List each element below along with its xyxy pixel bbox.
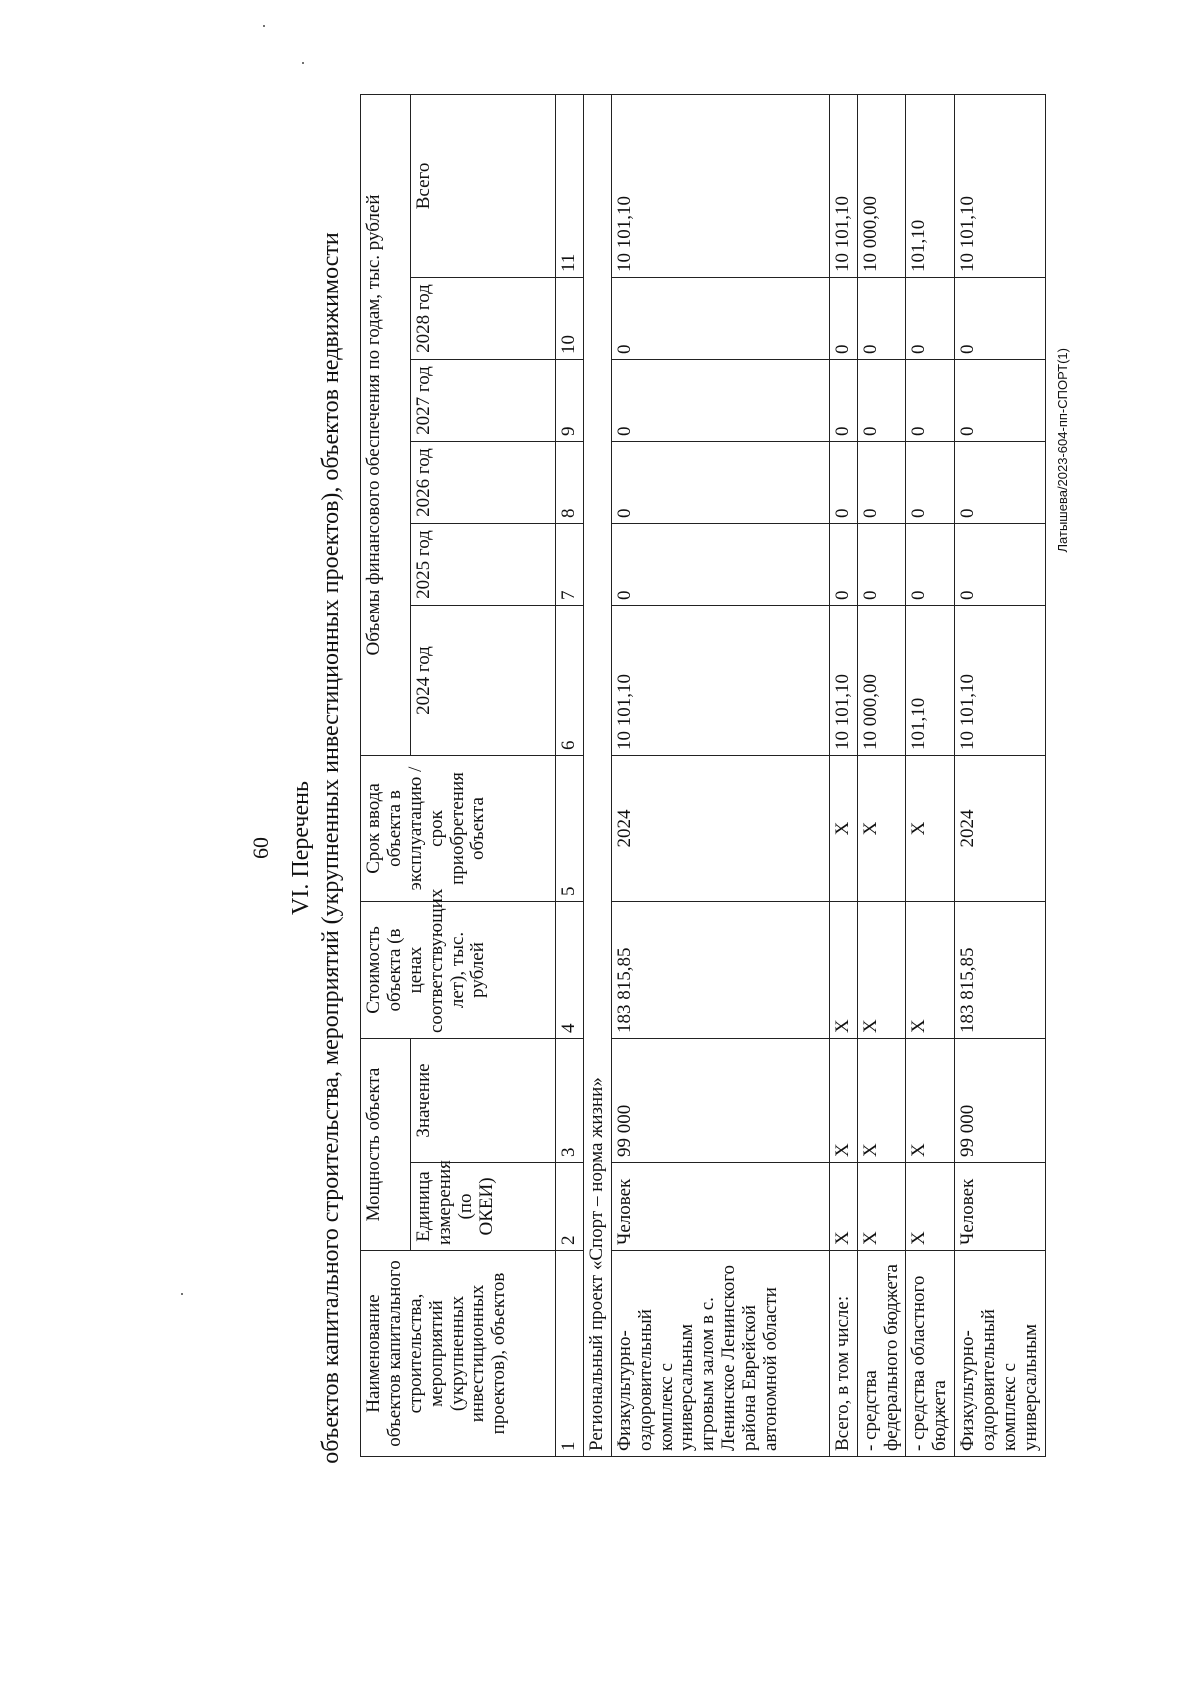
cell-total: 101,10 [906, 94, 955, 277]
cell-2026: 0 [906, 442, 955, 524]
column-number: 7 [556, 524, 584, 606]
table-row [829, 94, 857, 1456]
cell-cost: Х [829, 902, 857, 1039]
header-capacity: Мощность объекта [361, 1039, 411, 1251]
cell-2024: 101,10 [906, 606, 955, 756]
cell-2025: 0 [906, 524, 955, 606]
column-number: 6 [556, 606, 584, 756]
header-total: Всего [411, 94, 556, 277]
column-number: 9 [556, 360, 584, 442]
cell-cost: Х [857, 902, 906, 1039]
cell-total: 10 000,00 [857, 94, 906, 277]
cell-value: Х [906, 1039, 955, 1163]
cell-2028: 0 [611, 278, 829, 360]
cell-unit: Х [857, 1163, 906, 1251]
cell-2026: 0 [829, 442, 857, 524]
document-title: VI. Перечень [288, 781, 314, 915]
header-unit: Единица измерения (по ОКЕИ) [411, 1163, 556, 1251]
table-row [955, 94, 1046, 1456]
cell-cost: 183 815,85 [955, 902, 1046, 1039]
cell-2025: 0 [857, 524, 906, 606]
cell-2024: 10 101,10 [829, 606, 857, 756]
cell-2028: 0 [857, 278, 906, 360]
cell-term: Х [829, 756, 857, 902]
cell-2026: 0 [955, 442, 1046, 524]
column-number-row [556, 94, 584, 1456]
cell-name: Физкультурно-оздоровительный комплекс с универсальным игровым залом в с. Ленинское Ленинского района Еврейской автономной области [611, 1251, 829, 1457]
cell-2025: 0 [611, 524, 829, 606]
scan-speck [302, 62, 304, 64]
table-row [857, 94, 906, 1456]
cell-2028: 0 [955, 278, 1046, 360]
section-row [583, 94, 611, 1456]
cell-name: Физкультурно-оздоровительный комплекс с универсальным [955, 1251, 1046, 1457]
cell-term: Х [857, 756, 906, 902]
header-term: Срок ввода объекта в эксплуатацию / срок приобретения объекта [361, 756, 556, 902]
cell-2024: 10 101,10 [955, 606, 1046, 756]
column-number: 10 [556, 278, 584, 360]
cell-2028: 0 [906, 278, 955, 360]
column-number: 8 [556, 442, 584, 524]
document-subtitle: объектов капитального строительства, мероприятий (укрупненных инвестиционных проектов), объектов недвижимости [318, 232, 344, 1464]
cell-name: - средства федерального бюджета [857, 1251, 906, 1457]
section-title: Региональный проект «Спорт – норма жизни» [583, 94, 611, 1456]
header-year-2028: 2028 год [411, 278, 556, 360]
column-number: 5 [556, 756, 584, 902]
table-row [906, 94, 955, 1456]
header-year-2027: 2027 год [411, 360, 556, 442]
page-number: 60 [248, 837, 273, 859]
cell-2024: 10 000,00 [857, 606, 906, 756]
column-number: 3 [556, 1039, 584, 1163]
objects-table [360, 94, 1046, 1457]
scan-speck [263, 25, 265, 27]
column-number: 11 [556, 94, 584, 277]
header-year-2026: 2026 год [411, 442, 556, 524]
cell-name: - средства областного бюджета [906, 1251, 955, 1457]
cell-2025: 0 [829, 524, 857, 606]
header-year-2024: 2024 год [411, 606, 556, 756]
header-name: Наименование объектов капитального строительства, мероприятий (укрупненных инвестиционных проектов), объектов [361, 1251, 556, 1457]
cell-value: Х [829, 1039, 857, 1163]
cell-total: 10 101,10 [611, 94, 829, 277]
cell-unit: Х [829, 1163, 857, 1251]
column-number: 4 [556, 902, 584, 1039]
column-number: 2 [556, 1163, 584, 1251]
cell-value: 99 000 [955, 1039, 1046, 1163]
cell-cost: Х [906, 902, 955, 1039]
header-cost: Стоимость объекта (в ценах соответствующих лет), тыс. рублей [361, 902, 556, 1039]
cell-2027: 0 [955, 360, 1046, 442]
cell-2027: 0 [829, 360, 857, 442]
header-finance: Объемы финансового обеспечения по годам, тыс. рублей [361, 94, 411, 755]
cell-term: Х [906, 756, 955, 902]
cell-total: 10 101,10 [955, 94, 1046, 277]
cell-term: 2024 [611, 756, 829, 902]
scan-speck [181, 1293, 183, 1295]
cell-2025: 0 [955, 524, 1046, 606]
cell-unit: Х [906, 1163, 955, 1251]
cell-term: 2024 [955, 756, 1046, 902]
cell-2027: 0 [611, 360, 829, 442]
column-number: 1 [556, 1251, 584, 1457]
cell-cost: 183 815,85 [611, 902, 829, 1039]
cell-value: Х [857, 1039, 906, 1163]
cell-total: 10 101,10 [829, 94, 857, 277]
document-code: Латышева/2023-604-пп-СПОРТ(1) [1055, 348, 1070, 553]
header-value: Значение [411, 1039, 556, 1163]
cell-2027: 0 [906, 360, 955, 442]
cell-name: Всего, в том числе: [829, 1251, 857, 1457]
cell-value: 99 000 [611, 1039, 829, 1163]
cell-unit: Человек [611, 1163, 829, 1251]
rotated-page-content [100, 138, 1100, 1558]
header-year-2025: 2025 год [411, 524, 556, 606]
cell-2027: 0 [857, 360, 906, 442]
cell-2028: 0 [829, 278, 857, 360]
cell-2024: 10 101,10 [611, 606, 829, 756]
table-row [611, 94, 829, 1456]
cell-unit: Человек [955, 1163, 1046, 1251]
cell-2026: 0 [857, 442, 906, 524]
cell-2026: 0 [611, 442, 829, 524]
